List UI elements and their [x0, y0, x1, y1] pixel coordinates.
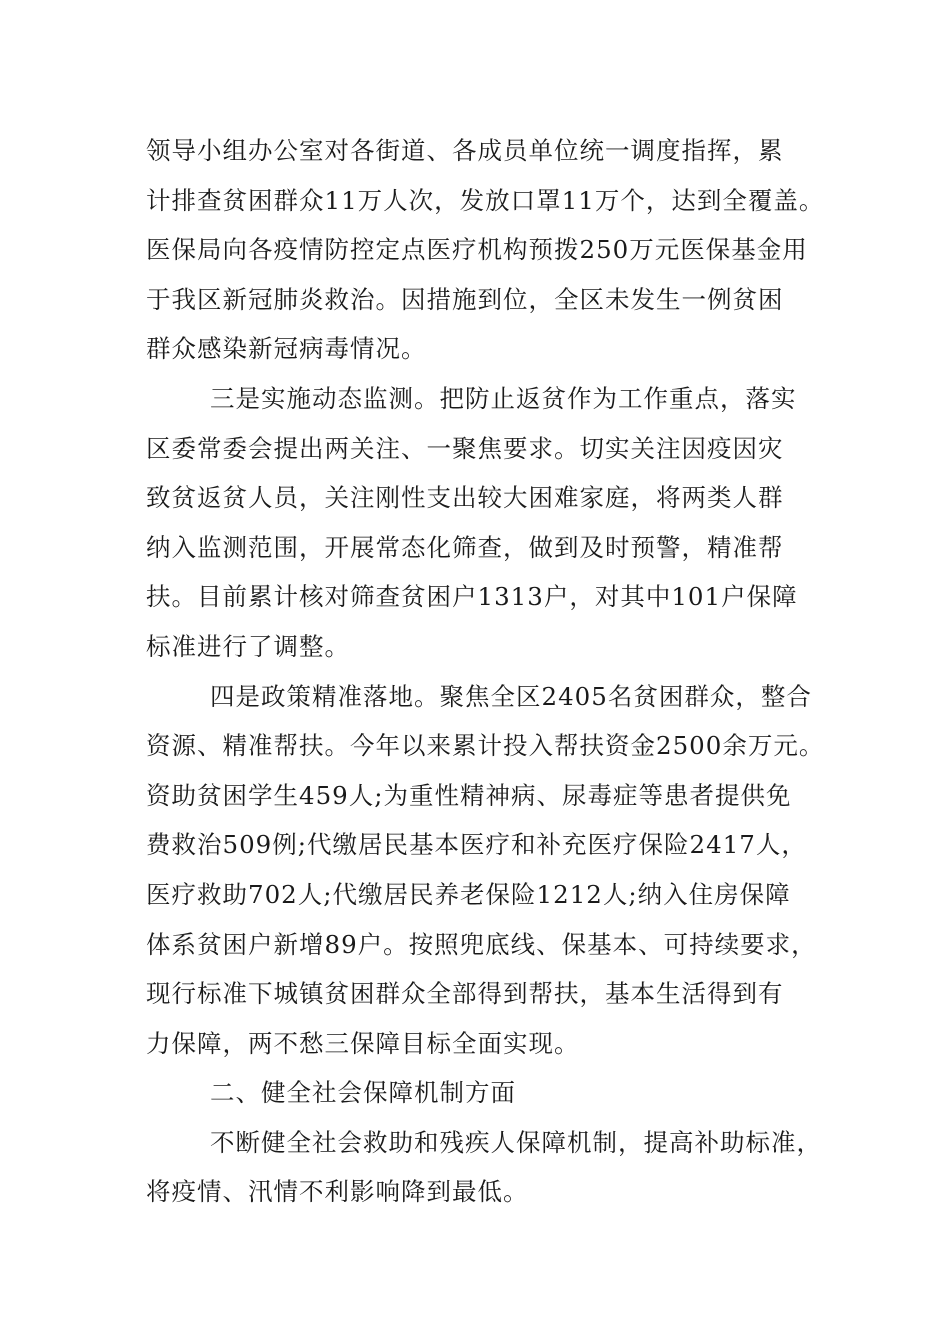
text-line: 二、健全社会保障机制方面 — [210, 1078, 516, 1108]
text-line: 资源、精准帮扶。今年以来累计投入帮扶资金2500余万元。 — [146, 731, 825, 761]
text-line: 不断健全社会救助和残疾人保障机制，提高补助标准， — [210, 1127, 822, 1157]
text-line: 计排查贫困群众11万人次，发放口罩11万个，达到全覆盖。 — [146, 185, 825, 215]
text-line: 区委常委会提出两关注、一聚焦要求。切实关注因疫因灾 — [146, 433, 784, 463]
text-line: 群众感染新冠病毒情况。 — [146, 334, 427, 364]
text-line: 医疗救助702人;代缴居民养老保险1212人;纳入住房保障 — [146, 879, 791, 909]
text-line: 体系贫困户新增89户。按照兜底线、保基本、可持续要求， — [146, 929, 817, 959]
text-line: 三是实施动态监测。把防止返贫作为工作重点，落实 — [210, 383, 797, 413]
text-line: 领导小组办公室对各街道、各成员单位统一调度指挥，累 — [146, 136, 784, 165]
text-line: 资助贫困学生459人;为重性精神病、尿毒症等患者提供免 — [146, 780, 792, 810]
text-line: 将疫情、汛情不利影响降到最低。 — [146, 1177, 529, 1207]
text-line: 四是政策精准落地。聚焦全区2405名贫困群众，整合 — [210, 681, 812, 711]
text-line: 费救治509例;代缴居民基本医疗和补充医疗保险2417人， — [146, 830, 807, 860]
text-line: 纳入监测范围，开展常态化筛查，做到及时预警，精准帮 — [146, 532, 784, 562]
text-line: 现行标准下城镇贫困群众全部得到帮扶，基本生活得到有 — [146, 979, 784, 1009]
text-line: 医保局向各疫情防控定点医疗机构预拨250万元医保基金用 — [146, 235, 808, 265]
text-line: 于我区新冠肺炎救治。因措施到位，全区未发生一例贫困 — [146, 284, 784, 314]
text-line: 扶。目前累计核对筛查贫困户1313户，对其中101户保障 — [146, 582, 798, 612]
text-line: 致贫返贫人员，关注刚性支出较大困难家庭，将两类人群 — [146, 483, 784, 513]
text-line: 标准进行了调整。 — [146, 631, 350, 661]
document-body — [146, 126, 826, 1217]
text-line: 力保障，两不愁三保障目标全面实现。 — [146, 1028, 580, 1058]
